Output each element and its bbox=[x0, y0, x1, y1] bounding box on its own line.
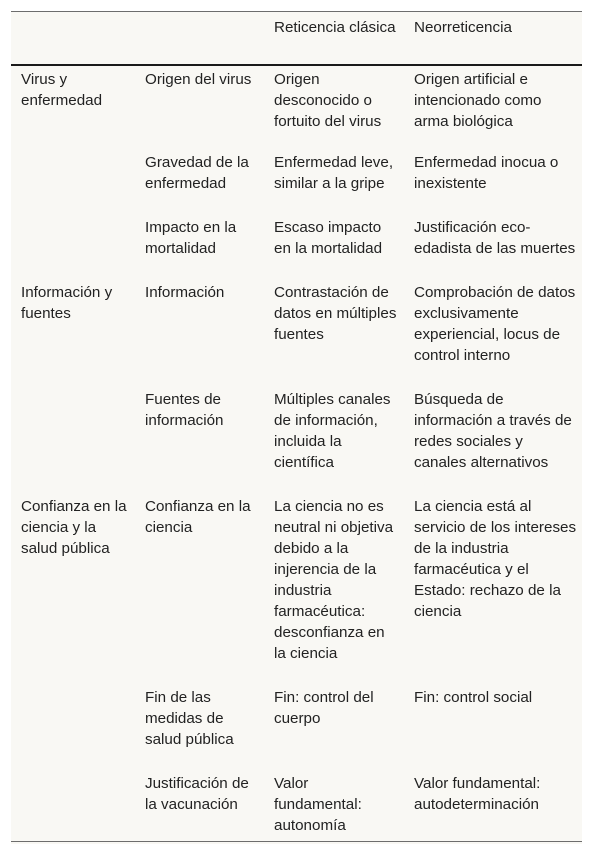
neo-cell: Justificación eco-edadista de las muertes bbox=[414, 218, 576, 257]
aspect-cell: Fin de las medidas de salud pública bbox=[145, 688, 234, 748]
classic-cell: Múltiples canales de información, incluida la científica bbox=[274, 390, 391, 471]
table-row bbox=[11, 388, 582, 495]
aspect-cell: Información bbox=[145, 283, 225, 301]
classic-cell: Contrastación de datos en múltiples fuentes bbox=[274, 283, 397, 343]
aspect-cell: Origen del virus bbox=[145, 70, 252, 88]
aspect-cell: Justificación de la vacunación bbox=[145, 774, 249, 813]
table-row bbox=[11, 772, 582, 842]
neo-cell: Fin: control social bbox=[414, 688, 533, 706]
aspect-cell: Gravedad de la enfermedad bbox=[145, 153, 249, 192]
classic-cell: Escaso impacto en la mortalidad bbox=[274, 218, 383, 257]
header-cell-classic: Reticencia clásica bbox=[274, 19, 396, 36]
table-row bbox=[11, 216, 582, 281]
neo-cell: Búsqueda de información a través de redes sociales y canales alternativos bbox=[414, 390, 572, 471]
classic-cell: Valor fundamental: autonomía bbox=[274, 774, 362, 834]
aspect-cell: Confianza en la ciencia bbox=[145, 497, 251, 536]
neo-cell: Enfermedad inocua o inexistente bbox=[414, 153, 559, 192]
neo-cell: Valor fundamental: autodeterminación bbox=[414, 774, 541, 813]
classic-cell: Fin: control del cuerpo bbox=[274, 688, 374, 727]
category-cell bbox=[11, 151, 135, 216]
category-cell bbox=[11, 686, 135, 772]
neo-cell: La ciencia está al servicio de los intereses de la industria farmacéutica y el Estado: rechazo de la ciencia bbox=[414, 497, 577, 620]
classic-cell: Origen desconocido o fortuito del virus bbox=[274, 70, 382, 130]
category-cell: Virus y enfermedad bbox=[21, 70, 103, 109]
category-cell: Confianza en la ciencia y la salud pública bbox=[21, 497, 127, 557]
header-row bbox=[11, 12, 582, 65]
table-row bbox=[11, 151, 582, 216]
table-row bbox=[11, 495, 582, 686]
table-row bbox=[11, 65, 582, 151]
classic-cell: La ciencia no es neutral ni objetiva debido a la injerencia de la industria farmacéutica: desconfianza en la ciencia bbox=[274, 497, 394, 662]
table-header bbox=[11, 12, 582, 65]
aspect-cell: Impacto en la mortalidad bbox=[145, 218, 237, 257]
table-body bbox=[11, 65, 582, 842]
category-cell bbox=[11, 388, 135, 495]
comparison-table-container bbox=[11, 11, 582, 844]
comparison-table bbox=[11, 11, 582, 842]
classic-cell: Enfermedad leve, similar a la gripe bbox=[274, 153, 394, 192]
header-cell-category bbox=[11, 12, 135, 65]
header-cell-neo: Neorreticencia bbox=[414, 19, 512, 36]
table-row bbox=[11, 281, 582, 388]
aspect-cell: Fuentes de información bbox=[145, 390, 224, 429]
category-cell bbox=[11, 772, 135, 842]
table-row bbox=[11, 686, 582, 772]
category-cell: Información y fuentes bbox=[21, 283, 113, 322]
category-cell bbox=[11, 216, 135, 281]
neo-cell: Origen artificial e intencionado como arma biológica bbox=[414, 70, 542, 130]
header-cell-aspect bbox=[135, 12, 264, 65]
neo-cell: Comprobación de datos exclusivamente experiencial, locus de control interno bbox=[414, 283, 576, 364]
